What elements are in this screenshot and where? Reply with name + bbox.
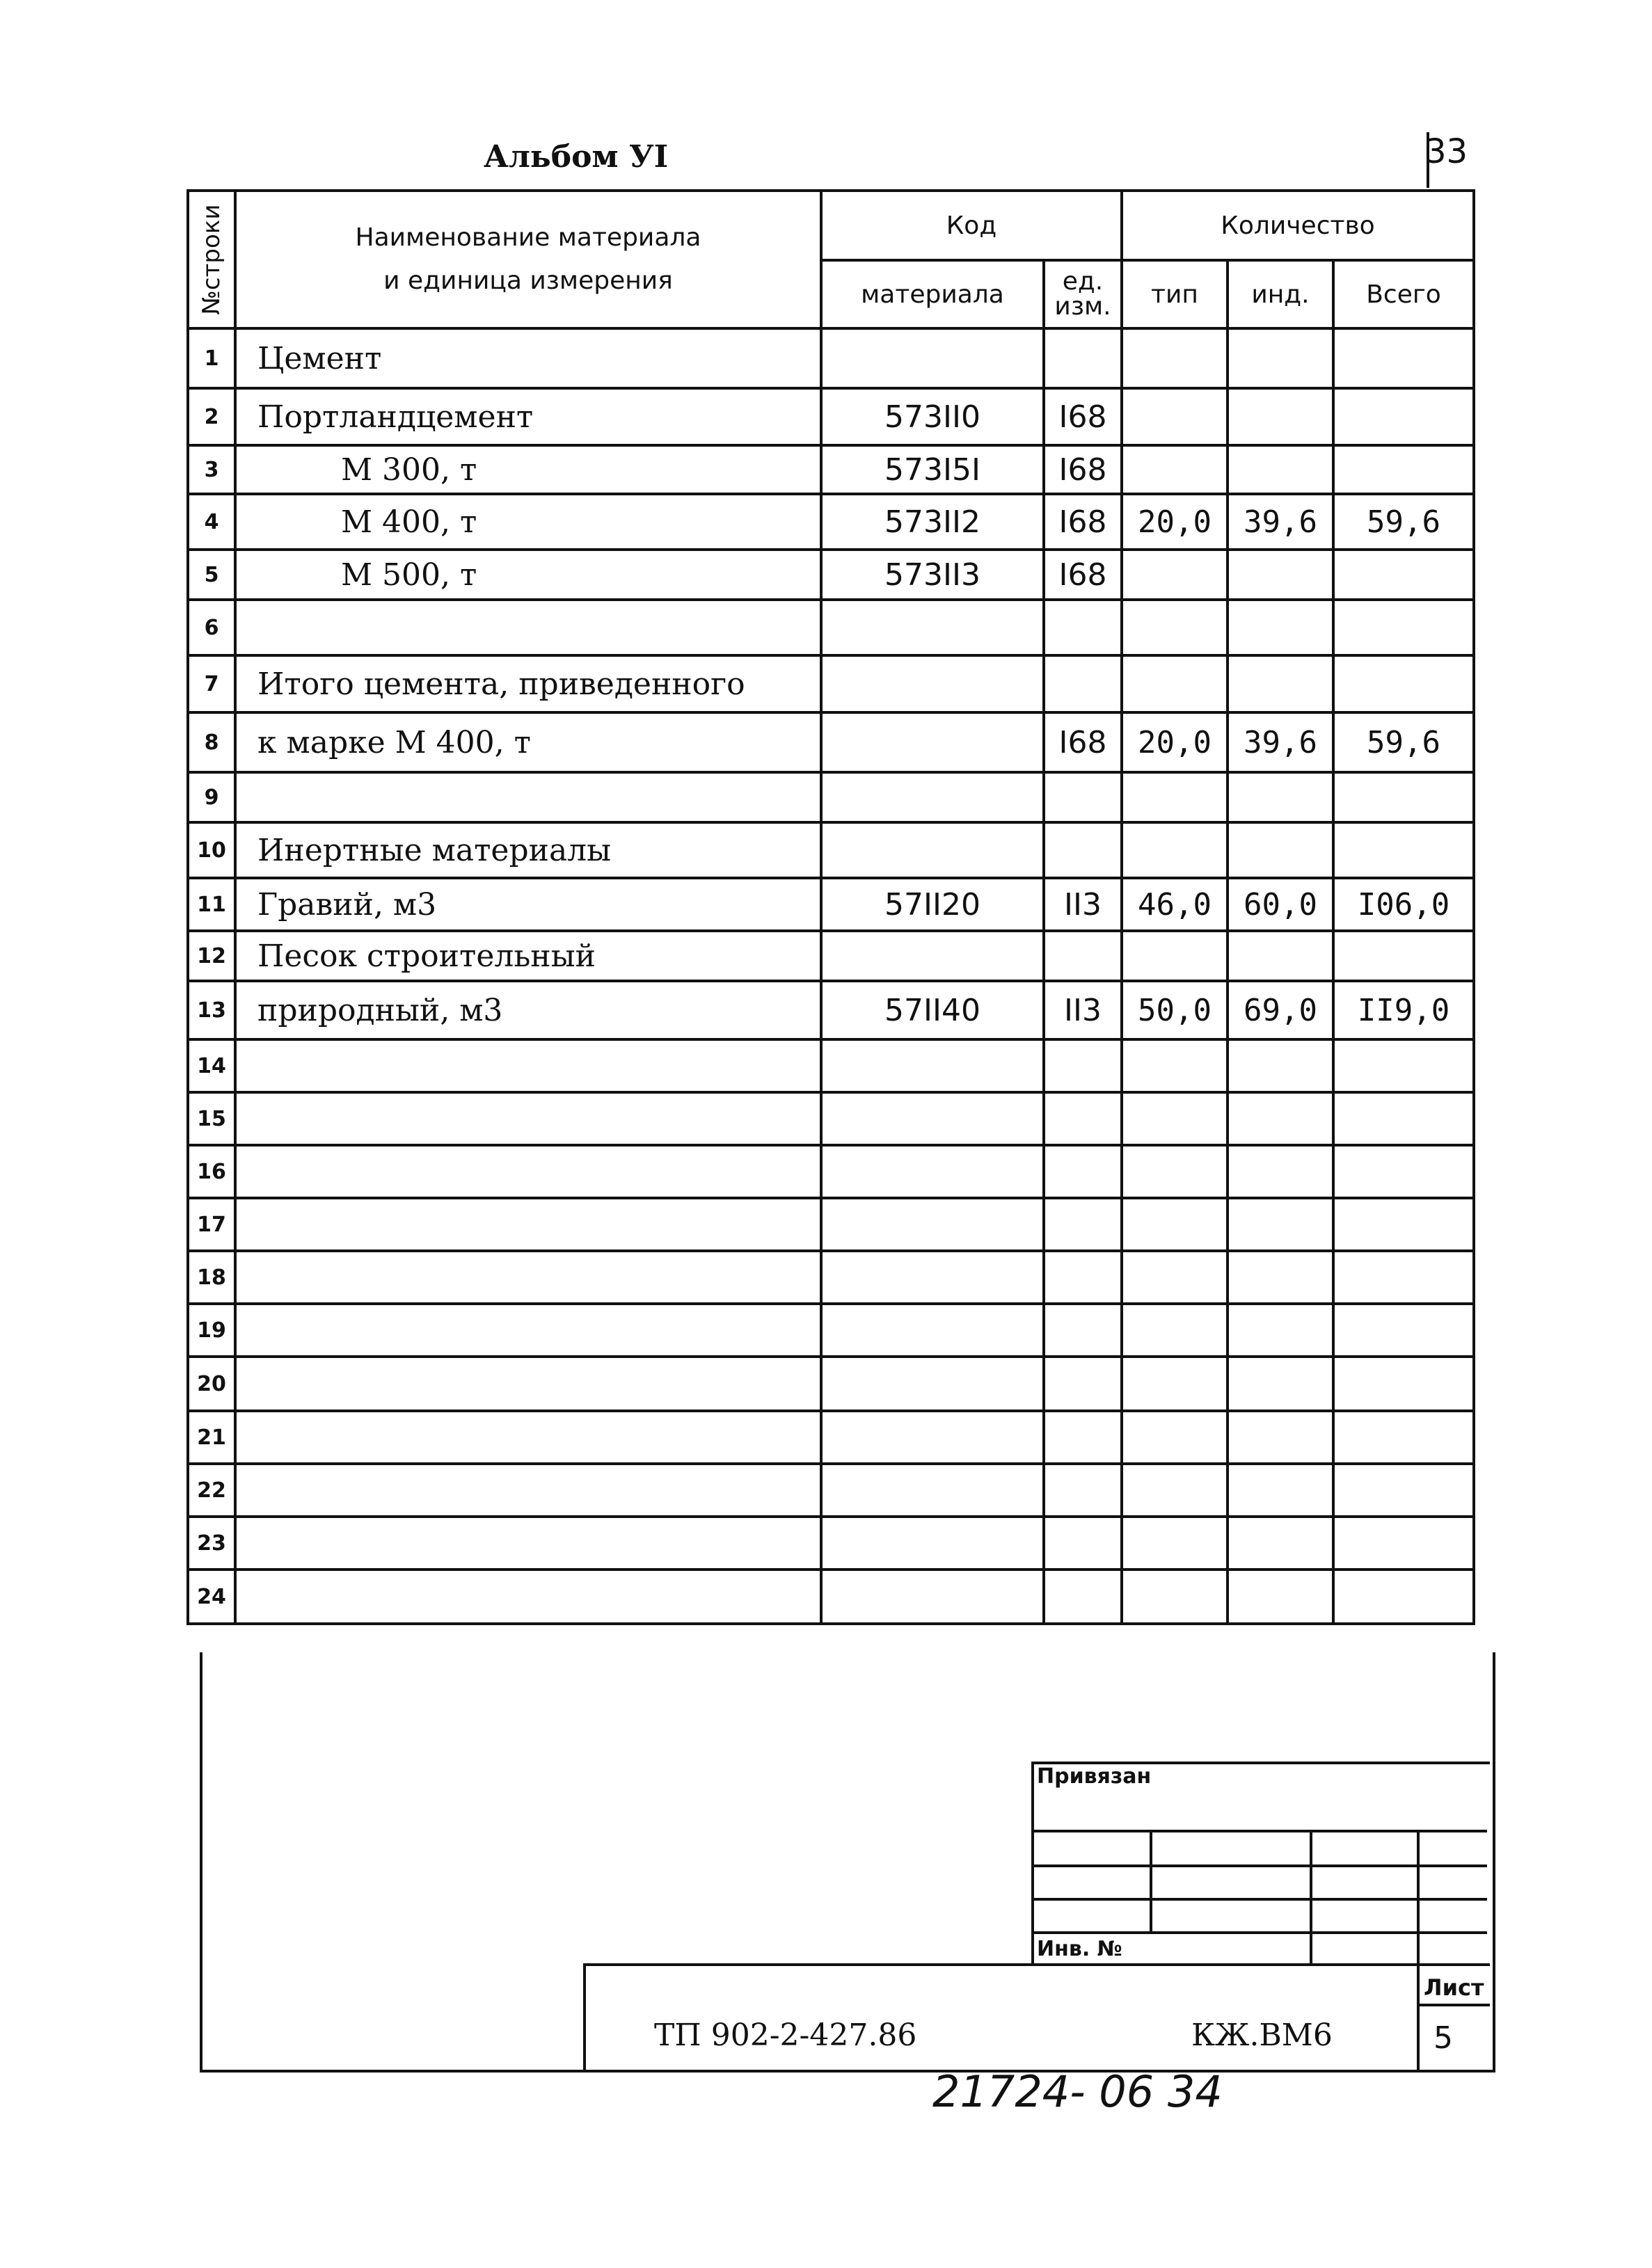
material-code-cell bbox=[821, 1198, 1044, 1251]
page-number: 33 bbox=[1425, 132, 1468, 171]
quantity-ind-cell: 39,6 bbox=[1228, 712, 1333, 772]
quantity-ind-cell bbox=[1228, 931, 1333, 981]
row-number-cell: 15 bbox=[188, 1092, 235, 1145]
quantity-ind-cell bbox=[1228, 822, 1333, 878]
unit-code-cell bbox=[1044, 1304, 1122, 1357]
sheet-number: 5 bbox=[1433, 2020, 1453, 2056]
stamp-line bbox=[1150, 1830, 1152, 1931]
sheet-cell-divider bbox=[1417, 2004, 1490, 2006]
privyazan-box bbox=[1031, 1762, 1490, 1966]
unit-code-cell: II3 bbox=[1044, 878, 1122, 931]
quantity-ind-cell bbox=[1228, 1198, 1333, 1251]
table-row bbox=[188, 822, 1474, 878]
material-name-cell bbox=[235, 1304, 821, 1357]
quantity-total-cell bbox=[1333, 1304, 1474, 1357]
material-name-cell: М 400, т bbox=[235, 494, 821, 550]
row-number-cell: 23 bbox=[188, 1517, 235, 1570]
row-number-cell: 17 bbox=[188, 1198, 235, 1251]
quantity-total-cell: I06,0 bbox=[1333, 878, 1474, 931]
table-row bbox=[188, 1411, 1474, 1464]
archive-number: 21724- 06 34 bbox=[932, 2066, 1223, 2117]
quantity-total-cell bbox=[1333, 1039, 1474, 1092]
unit-code-cell bbox=[1044, 1464, 1122, 1517]
quantity-ind-cell bbox=[1228, 1517, 1333, 1570]
row-number-cell: 18 bbox=[188, 1251, 235, 1304]
row-number-cell: 21 bbox=[188, 1411, 235, 1464]
quantity-total-cell bbox=[1333, 1251, 1474, 1304]
unit-code-cell: II3 bbox=[1044, 981, 1122, 1039]
quantity-ind-cell bbox=[1228, 1145, 1333, 1198]
quantity-total-cell bbox=[1333, 1198, 1474, 1251]
header-material-name: Наименование материала и единица измерения bbox=[235, 191, 821, 328]
material-name-cell bbox=[235, 772, 821, 822]
row-number-cell: 3 bbox=[188, 445, 235, 494]
quantity-type-cell bbox=[1122, 388, 1228, 445]
row-number-cell: 16 bbox=[188, 1145, 235, 1198]
material-code-cell: 573I5I bbox=[821, 445, 1044, 494]
quantity-ind-cell bbox=[1228, 550, 1333, 600]
unit-code-cell bbox=[1044, 1092, 1122, 1145]
material-name-cell: природный, м3 bbox=[235, 981, 821, 1039]
table-row bbox=[188, 1145, 1474, 1198]
table-row bbox=[188, 655, 1474, 712]
row-number-cell: 4 bbox=[188, 494, 235, 550]
quantity-total-cell bbox=[1333, 388, 1474, 445]
quantity-total-cell bbox=[1333, 772, 1474, 822]
quantity-ind-cell bbox=[1228, 328, 1333, 388]
table-row bbox=[188, 712, 1474, 772]
unit-code-cell bbox=[1044, 1357, 1122, 1411]
material-code-cell bbox=[821, 822, 1044, 878]
table-row bbox=[188, 878, 1474, 931]
quantity-ind-cell bbox=[1228, 1251, 1333, 1304]
table-row bbox=[188, 328, 1474, 388]
row-number-cell: 11 bbox=[188, 878, 235, 931]
material-code-cell bbox=[821, 772, 1044, 822]
quantity-type-cell bbox=[1122, 445, 1228, 494]
quantity-type-cell: 46,0 bbox=[1122, 878, 1228, 931]
quantity-ind-cell bbox=[1228, 1570, 1333, 1624]
quantity-total-cell: 59,6 bbox=[1333, 494, 1474, 550]
quantity-ind-cell bbox=[1228, 772, 1333, 822]
row-number-cell: 2 bbox=[188, 388, 235, 445]
quantity-type-cell bbox=[1122, 328, 1228, 388]
material-code-cell: 573II2 bbox=[821, 494, 1044, 550]
title-block-left-line bbox=[583, 1963, 586, 2070]
quantity-type-cell bbox=[1122, 1304, 1228, 1357]
quantity-type-cell: 20,0 bbox=[1122, 494, 1228, 550]
quantity-total-cell bbox=[1333, 328, 1474, 388]
header-quantity-ind: инд. bbox=[1228, 260, 1333, 328]
quantity-ind-cell bbox=[1228, 600, 1333, 655]
material-code-cell bbox=[821, 655, 1044, 712]
unit-code-cell bbox=[1044, 772, 1122, 822]
quantity-ind-cell bbox=[1228, 388, 1333, 445]
row-number-cell: 6 bbox=[188, 600, 235, 655]
quantity-ind-cell: 60,0 bbox=[1228, 878, 1333, 931]
material-code-cell bbox=[821, 1411, 1044, 1464]
stamp-line bbox=[1310, 1830, 1312, 1965]
material-code-cell bbox=[821, 1092, 1044, 1145]
quantity-ind-cell bbox=[1228, 655, 1333, 712]
row-number-cell: 7 bbox=[188, 655, 235, 712]
quantity-type-cell bbox=[1122, 655, 1228, 712]
row-number-cell: 14 bbox=[188, 1039, 235, 1092]
table-row bbox=[188, 1304, 1474, 1357]
material-code-cell bbox=[821, 1517, 1044, 1570]
table-row bbox=[188, 1039, 1474, 1092]
material-code-cell bbox=[821, 1304, 1044, 1357]
row-number-cell: 5 bbox=[188, 550, 235, 600]
row-number-cell: 9 bbox=[188, 772, 235, 822]
table-row bbox=[188, 388, 1474, 445]
material-name-cell bbox=[235, 1198, 821, 1251]
quantity-type-cell bbox=[1122, 1145, 1228, 1198]
quantity-type-cell bbox=[1122, 1357, 1228, 1411]
material-code-cell bbox=[821, 1570, 1044, 1624]
material-name-cell bbox=[235, 1517, 821, 1570]
quantity-type-cell bbox=[1122, 1198, 1228, 1251]
privyazan-label: Привязан bbox=[1037, 1764, 1152, 1789]
quantity-type-cell bbox=[1122, 1092, 1228, 1145]
quantity-type-cell bbox=[1122, 1517, 1228, 1570]
table-row bbox=[188, 494, 1474, 550]
unit-code-cell bbox=[1044, 931, 1122, 981]
quantity-total-cell bbox=[1333, 1357, 1474, 1411]
table-row bbox=[188, 1570, 1474, 1624]
unit-code-cell: I68 bbox=[1044, 445, 1122, 494]
quantity-type-cell bbox=[1122, 1464, 1228, 1517]
quantity-total-cell bbox=[1333, 1092, 1474, 1145]
table-row bbox=[188, 981, 1474, 1039]
quantity-type-cell bbox=[1122, 822, 1228, 878]
album-title: Альбом УI bbox=[484, 139, 669, 175]
stamp-line bbox=[1417, 1830, 1420, 2070]
quantity-type-cell: 50,0 bbox=[1122, 981, 1228, 1039]
unit-code-cell: I68 bbox=[1044, 494, 1122, 550]
row-number-cell: 19 bbox=[188, 1304, 235, 1357]
table-row bbox=[188, 600, 1474, 655]
quantity-type-cell bbox=[1122, 772, 1228, 822]
quantity-type-cell bbox=[1122, 1251, 1228, 1304]
table-header-row-1 bbox=[188, 191, 1474, 260]
unit-code-cell bbox=[1044, 655, 1122, 712]
material-name-cell: Гравий, м3 bbox=[235, 878, 821, 931]
material-name-cell: Итого цемента, приведенного bbox=[235, 655, 821, 712]
material-name-cell: Портландцемент bbox=[235, 388, 821, 445]
quantity-ind-cell bbox=[1228, 1304, 1333, 1357]
quantity-type-cell bbox=[1122, 600, 1228, 655]
material-code-cell bbox=[821, 1357, 1044, 1411]
unit-code-cell: I68 bbox=[1044, 388, 1122, 445]
header-code: Код bbox=[821, 191, 1122, 260]
quantity-ind-cell bbox=[1228, 1464, 1333, 1517]
unit-code-cell bbox=[1044, 600, 1122, 655]
material-name-cell: Инертные материалы bbox=[235, 822, 821, 878]
table-row bbox=[188, 445, 1474, 494]
header-code-unit: ед. изм. bbox=[1044, 260, 1122, 328]
row-number-cell: 20 bbox=[188, 1357, 235, 1411]
quantity-type-cell bbox=[1122, 931, 1228, 981]
material-code-cell bbox=[821, 1464, 1044, 1517]
quantity-total-cell bbox=[1333, 931, 1474, 981]
table-row bbox=[188, 1092, 1474, 1145]
unit-code-cell bbox=[1044, 1039, 1122, 1092]
material-name-cell: М 500, т bbox=[235, 550, 821, 600]
material-code-cell: 57II40 bbox=[821, 981, 1044, 1039]
material-name-cell bbox=[235, 1411, 821, 1464]
quantity-total-cell bbox=[1333, 1517, 1474, 1570]
quantity-total-cell bbox=[1333, 550, 1474, 600]
quantity-ind-cell: 69,0 bbox=[1228, 981, 1333, 1039]
quantity-total-cell bbox=[1333, 1570, 1474, 1624]
title-block-top-line bbox=[583, 1963, 1490, 1966]
material-code-cell bbox=[821, 712, 1044, 772]
quantity-type-cell bbox=[1122, 1039, 1228, 1092]
unit-code-cell bbox=[1044, 1251, 1122, 1304]
material-code-cell bbox=[821, 1251, 1044, 1304]
material-code-cell: 573II3 bbox=[821, 550, 1044, 600]
table-row bbox=[188, 1517, 1474, 1570]
quantity-type-cell bbox=[1122, 550, 1228, 600]
material-code-cell bbox=[821, 1039, 1044, 1092]
quantity-total-cell bbox=[1333, 1145, 1474, 1198]
material-name-cell bbox=[235, 1464, 821, 1517]
table-body bbox=[188, 328, 1474, 1624]
material-name-cell bbox=[235, 1251, 821, 1304]
table-row bbox=[188, 1357, 1474, 1411]
row-number-cell: 12 bbox=[188, 931, 235, 981]
material-code-cell: 57II20 bbox=[821, 878, 1044, 931]
quantity-total-cell bbox=[1333, 1464, 1474, 1517]
material-name-cell bbox=[235, 1092, 821, 1145]
document-code: ТП 902-2-427.86 bbox=[654, 2018, 917, 2053]
quantity-total-cell bbox=[1333, 655, 1474, 712]
unit-code-cell: I68 bbox=[1044, 550, 1122, 600]
quantity-total-cell bbox=[1333, 600, 1474, 655]
table-row bbox=[188, 931, 1474, 981]
quantity-ind-cell bbox=[1228, 1357, 1333, 1411]
quantity-total-cell bbox=[1333, 445, 1474, 494]
material-name-cell bbox=[235, 1145, 821, 1198]
material-code-cell bbox=[821, 600, 1044, 655]
material-name-cell: Цемент bbox=[235, 328, 821, 388]
unit-code-cell bbox=[1044, 1517, 1122, 1570]
quantity-ind-cell bbox=[1228, 1411, 1333, 1464]
quantity-ind-cell bbox=[1228, 1039, 1333, 1092]
row-number-cell: 22 bbox=[188, 1464, 235, 1517]
header-code-material: материала bbox=[821, 260, 1044, 328]
document-mark: КЖ.ВМ6 bbox=[1191, 2018, 1333, 2053]
table-row bbox=[188, 550, 1474, 600]
material-name-cell bbox=[235, 1039, 821, 1092]
unit-code-cell bbox=[1044, 1570, 1122, 1624]
material-name-cell: Песок строительный bbox=[235, 931, 821, 981]
quantity-total-cell bbox=[1333, 1411, 1474, 1464]
sheet-label: Лист bbox=[1424, 1974, 1484, 2001]
material-code-cell bbox=[821, 1145, 1044, 1198]
quantity-total-cell: 59,6 bbox=[1333, 712, 1474, 772]
quantity-ind-cell: 39,6 bbox=[1228, 494, 1333, 550]
quantity-type-cell bbox=[1122, 1411, 1228, 1464]
header-quantity-total: Всего bbox=[1333, 260, 1474, 328]
row-number-cell: 1 bbox=[188, 328, 235, 388]
material-name-cell: М 300, т bbox=[235, 445, 821, 494]
materials-table bbox=[186, 189, 1475, 1625]
material-name-cell bbox=[235, 1570, 821, 1624]
material-name-cell: к марке М 400, т bbox=[235, 712, 821, 772]
quantity-ind-cell bbox=[1228, 1092, 1333, 1145]
row-number-cell: 24 bbox=[188, 1570, 235, 1624]
table-row bbox=[188, 1464, 1474, 1517]
quantity-type-cell bbox=[1122, 1570, 1228, 1624]
row-number-cell: 10 bbox=[188, 822, 235, 878]
table-row bbox=[188, 772, 1474, 822]
unit-code-cell bbox=[1044, 822, 1122, 878]
quantity-ind-cell bbox=[1228, 445, 1333, 494]
header-quantity-type: тип bbox=[1122, 260, 1228, 328]
inventory-number-label: Инв. № bbox=[1037, 1937, 1122, 1961]
row-number-cell: 13 bbox=[188, 981, 235, 1039]
quantity-type-cell: 20,0 bbox=[1122, 712, 1228, 772]
table-row bbox=[188, 1251, 1474, 1304]
quantity-total-cell: II9,0 bbox=[1333, 981, 1474, 1039]
unit-code-cell bbox=[1044, 1145, 1122, 1198]
table-row bbox=[188, 1198, 1474, 1251]
header-row-number: №строки bbox=[188, 191, 235, 328]
row-number-cell: 8 bbox=[188, 712, 235, 772]
material-name-cell bbox=[235, 1357, 821, 1411]
material-code-cell bbox=[821, 328, 1044, 388]
unit-code-cell bbox=[1044, 1411, 1122, 1464]
header-quantity: Количество bbox=[1122, 191, 1474, 260]
unit-code-cell: I68 bbox=[1044, 712, 1122, 772]
material-name-cell bbox=[235, 600, 821, 655]
quantity-total-cell bbox=[1333, 822, 1474, 878]
unit-code-cell bbox=[1044, 328, 1122, 388]
unit-code-cell bbox=[1044, 1198, 1122, 1251]
material-code-cell bbox=[821, 931, 1044, 981]
material-code-cell: 573II0 bbox=[821, 388, 1044, 445]
